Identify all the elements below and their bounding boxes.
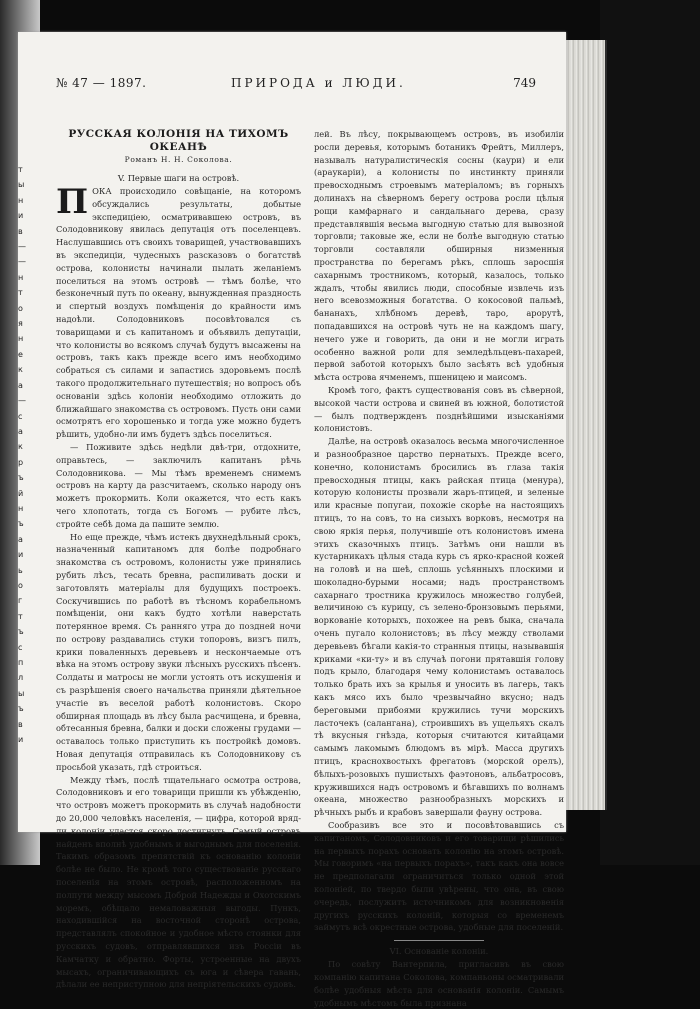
paragraph: Между тѣмъ, послѣ тщательнаго осмотра острова, Солодовниковъ и его товарищи пришли къ убѣжденію, что островъ можетъ прокормить въ случаѣ надобности до 20,000 человѣкъ населенія, — цифра, которой вряд-ли колоніи удастся скоро достигнуть. Самый островъ найденъ вполнѣ удобнымъ и выгоднымъ для поселенія. Такимъ образомъ препятствій къ основанію колоніи болѣе не было. Не кромѣ того существованіе русскаго поселенія на этомъ островѣ, расположенномъ на полпути между мысомъ Доброй Надежды и Охотскимъ моремъ, обѣщало немаловажныя выгоды. Пункъ, находившійся на восточной сторонѣ острова, представлялъ спокойное и удобное мѣсто стоянки для русскихъ судовъ, отправлявшихся изъ Россіи въ Камчатку и обратно. Форты, устроенные на двухъ мысахъ, ограничивающихъ съ юга и сѣвера гавань, дѣлали ее неприступною для непріятельскихъ судовъ. [56, 774, 301, 990]
facing-page-letter: н [18, 334, 24, 344]
text-column-right [314, 128, 564, 1009]
facing-page-letter: я [18, 319, 23, 329]
paragraph-text: ОКА происходило совѣщаніе, на которомъ обсуждались результаты, добытые экспедиціею, осматривавшею островъ, въ Солодовникову явилась депутація отъ поселенцевъ. Наслушавшись отъ своихъ товарищей, участвовавшихъ въ экспедиціи, чудесныхъ разсказовъ о богатствѣ острова, колонисты начинали пылать желаніемъ поселиться на этомъ островѣ — тѣмъ болѣе, что безконечный путь по океану, вынужденная праздность и спертый воздухъ помѣщенія до крайности имъ надоѣли. Солодовниковъ посовѣтовался съ товарищами и съ капитаномъ и объявилъ депутаціи, что колонисты во всякомъ случаѣ будутъ высажены на островъ, такъ какъ прежде всего имъ необходимо собраться съ силами и запастись здоровьемъ послѣ такого продолжительнаго путешествія; но вопросъ объ основаніи здѣсь колоніи необходимо отложить до ближайшаго знакомства съ островомъ. Пусть они сами осмотрятъ его хорошенько и тогда уже можно будетъ рѣшить, удобно-ли имъ будетъ здѣсь поселиться. [56, 186, 301, 440]
facing-page-letter: и [18, 211, 24, 221]
facing-page-letter: а [18, 426, 23, 436]
paragraph: — Поживите здѣсь недѣли двѣ-три, отдохните, оправьтесь, — заключилъ капитанъ рѣчь Солодовникова. — Мы тѣмъ временемъ снимемъ островъ на карту да разсчитаемъ, сколько народу онъ можетъ прокормить. Коли окажется, что есть какъ чего хлопотать, тогда съ Богомъ — рубите лѣсъ, стройте себѣ дома да пашите землю. [56, 441, 301, 529]
paragraph [56, 182, 301, 441]
facing-page-letter: ъ [18, 704, 24, 714]
facing-page-letter: в [18, 719, 23, 729]
facing-page-letter: — [18, 396, 26, 406]
paragraph: Далѣе, на островѣ оказалось весьма многочисленное и разнообразное царство пернатыхъ. Прежде всего, конечно, колонистамъ бросились въ глаза такія превосходныя птицы, какъ райская птица (менура), которую колонисты прозвали жаръ-птицей, и зеленые или красные попугаи, похожіе скорѣе на настоящихъ птицъ, то на совъ, то на сизыхъ ворковъ, несмотря на свою яркія перья, получившіе отъ колонистовъ имена этихъ сказочныхъ птицъ. Затѣмъ они нашли въ кустарникахъ цѣлыя стада курь съ ярко-красной кожей на головѣ и на шеѣ, сплошь усѣянныхъ плоскими и шоколадно-бурыми носами; надъ пространствомъ сахарнаго тростника кружилось множество голубей, величиною съ курицу, съ зелено-бронзовымъ перьями, воркованіе которыхъ, похожее на ревъ быка, сначала очень пугало колонистовъ; въ лѣсу между стволами деревьевъ бѣгали какія-то странныя птицы, называвшія криками «ки-ту» и въ случаѣ погони прятавшія голову подъ крыло, благодаря чему колонистамъ оставалось только брать ихъ за крылья и уносить въ лагерь, такъ какъ мясо ихъ было чрезвычайно вкусно; надъ береговыми прибоями кружились тучи морскихъ ласточекъ (салангана), строившихъ въ ущельяхъ скалъ тѣ вкусныя гнѣзда, которыя считаются китайцами самымъ лакомымъ блюдомъ въ мірѣ. Масса другихъ птицъ, краснохвостыхъ фрегатовъ (морской орелъ), бѣлыхъ-розовыхъ пушистыхъ фаэтоновъ, альбатросовъ, кружившихся надъ островомъ и бѣгавшихъ по волнамъ океана, множество разнообразныхъ морскихъ и рѣчныхъ рыбъ и крабовъ завершали фауну острова. [314, 436, 564, 818]
facing-page-letter: ы [18, 688, 25, 698]
facing-page-letter: т [18, 611, 23, 621]
facing-page-letter: — [18, 242, 26, 252]
facing-page-letter: ъ [18, 627, 24, 637]
chapter-heading: V. Первые шаги на островѣ. [117, 173, 240, 183]
paragraph: лей. Въ лѣсу, покрывающемъ островъ, въ изобиліи росли деревья, которымъ ботаникъ Фрейтъ, Миллеръ, называлъ натуралистическія сосны (каури) и ели (араукаріи), а колонисты по инстинкту приняли превосходнымъ строевымъ матеріаломъ; въ горныхъ долинахъ на сѣверномъ берегу острова росли цѣлыя рощи камфарнаго и сандальнаго дерева, сразу представлявшія весьма выгодную статью для вывозной торговли; таковые же, если не болѣе выгодную статью торговли составляли обширныя низменныя пространства по берегамъ рѣкъ, сплошь заросшія сахарнымъ тростникомъ, который, казалось, только ждалъ, чтобы явились люди, способные извлечь изъ него всевозможныя богатства. О кокосовой пальмѣ, бананахъ, хлѣбномъ деревѣ, таро, арорутѣ, попадавшихся на островѣ чуть не на каждомъ шагу, нечего уже и говорить, да они и не могли играть особенно важной роли для земледѣльцевъ-пахарей, первой заботой которыхъ было засѣять всѣ удобныя мѣста острова ячменемъ, пшеницею и маисомъ. [314, 129, 564, 383]
facing-page-letter: н [18, 195, 24, 205]
facing-page-letter: ы [18, 180, 25, 190]
facing-page-letter: н [18, 272, 24, 282]
facing-page-letter: и [18, 550, 24, 560]
facing-page-letter: р [18, 457, 24, 467]
journal-title: ПРИРОДА и ЛЮДИ. [231, 76, 406, 90]
facing-page-letter: л [18, 673, 24, 683]
article-title: РУССКАЯ КОЛОНІЯ НА ТИХОМЪ ОКЕАНѢ [68, 128, 289, 153]
facing-page-letter: а [18, 534, 23, 544]
facing-page-letter: ъ [18, 473, 24, 483]
facing-page-letter: в [18, 226, 23, 236]
facing-page-letter: т [18, 288, 23, 298]
book-page-edges [560, 40, 607, 810]
facing-page-letter: с [18, 411, 23, 421]
facing-page-letter: т [18, 165, 23, 174]
facing-page-letter: а [18, 380, 23, 390]
facing-page-letter: с [18, 642, 23, 652]
text-column-left [56, 128, 301, 991]
paragraph: По совѣту Вантерпила, пригласивъ въ свою компанію капитана Соколова, компаньоны осматривали болѣе удобныя мѣста для основанія колоніи. Самымъ удобнымъ мѣстомъ была признана [314, 959, 564, 1008]
scan-background-right [600, 0, 700, 865]
facing-page-letter: н [18, 503, 24, 513]
chapter-heading: VI. Основаніе колоніи. [389, 946, 489, 957]
facing-page-letter: г [18, 596, 23, 606]
facing-page-letter: к [18, 442, 23, 452]
facing-page-letter: й [18, 488, 24, 498]
section-divider [394, 940, 484, 941]
facing-page-letter: о [18, 303, 23, 313]
facing-page-letter: ъ [18, 519, 24, 529]
facing-page-letter: о [18, 580, 23, 590]
facing-page-letter: и [18, 735, 24, 745]
drop-cap: П [56, 182, 89, 222]
paragraph: Но еще прежде, чѣмъ истекъ двухнедѣльный срокъ, назначенный капитаномъ для болѣе подробнаго знакомства съ островомъ, колонисты уже принялись рубить лѣсъ, тесать бревна, распиливать доски и заготовлять матеріалы для будущихъ построекъ. Соскучившись по работѣ въ тѣсномъ корабельномъ помѣщеніи, они какъ будто хотѣли наверстать потерянное время. Съ ранняго утра до поздней ночи по острову раздавались стуки топоровъ, визгъ пилъ, крики поваленныхъ деревьевъ и нескончаемые отъ вѣка на этомъ острову звуки лѣсныхъ русскихъ пѣсенъ. Солдаты и матросы не могли устоять отъ искушенія и съ разрѣшенія своего начальства приняли дѣятельное участіе въ веселой работѣ колонистовъ. Скоро обширная площадь въ лѣсу была расчищена, и бревна, обтесанныя бревна, балки и доски сложены грудами — оставалось только приступить къ постройкѣ домовъ. Новая депутація отправилась къ Солодовникову съ просьбой указать, гдѣ строиться. [56, 531, 301, 772]
issue-number: № 47 — 1897. [56, 76, 147, 90]
facing-page-letter: п [18, 658, 24, 667]
page-number: 749 [513, 76, 536, 90]
facing-page-letter: ь [18, 565, 23, 575]
article-author: Романъ Н. Н. Соколова. [124, 155, 233, 164]
paragraph: Кромѣ того, фактъ существованія совъ въ сѣверной, высокой части острова и свиней въ южной, болотистой — былъ подтвержденъ позднѣйшими изысканіями колонистовъ. [314, 384, 564, 434]
running-header [56, 76, 556, 96]
facing-page-letter: — [18, 257, 26, 267]
paragraph: Сообразивъ все это и посовѣтовавшись съ капитаномъ, Солодовниковъ и его товарищи рѣшились на первыхъ порахъ основать колонію на этомъ островѣ. Мы говоримъ «на первыхъ порахъ», такъ какъ она вовсе не предполагали ограничиться только одной этой колоніей, по твердо были увѣрены, что она, въ свою очередь, послужитъ источникомъ для возникновенія другихъ русскихъ колоній, которыя со временемъ займутъ всѣ окрестные острова, удобные для поселеній. [314, 820, 564, 933]
facing-page-fragment [18, 162, 32, 802]
facing-page-letter: е [18, 349, 23, 359]
journal-page [18, 32, 566, 1008]
facing-page-letter: к [18, 365, 23, 375]
